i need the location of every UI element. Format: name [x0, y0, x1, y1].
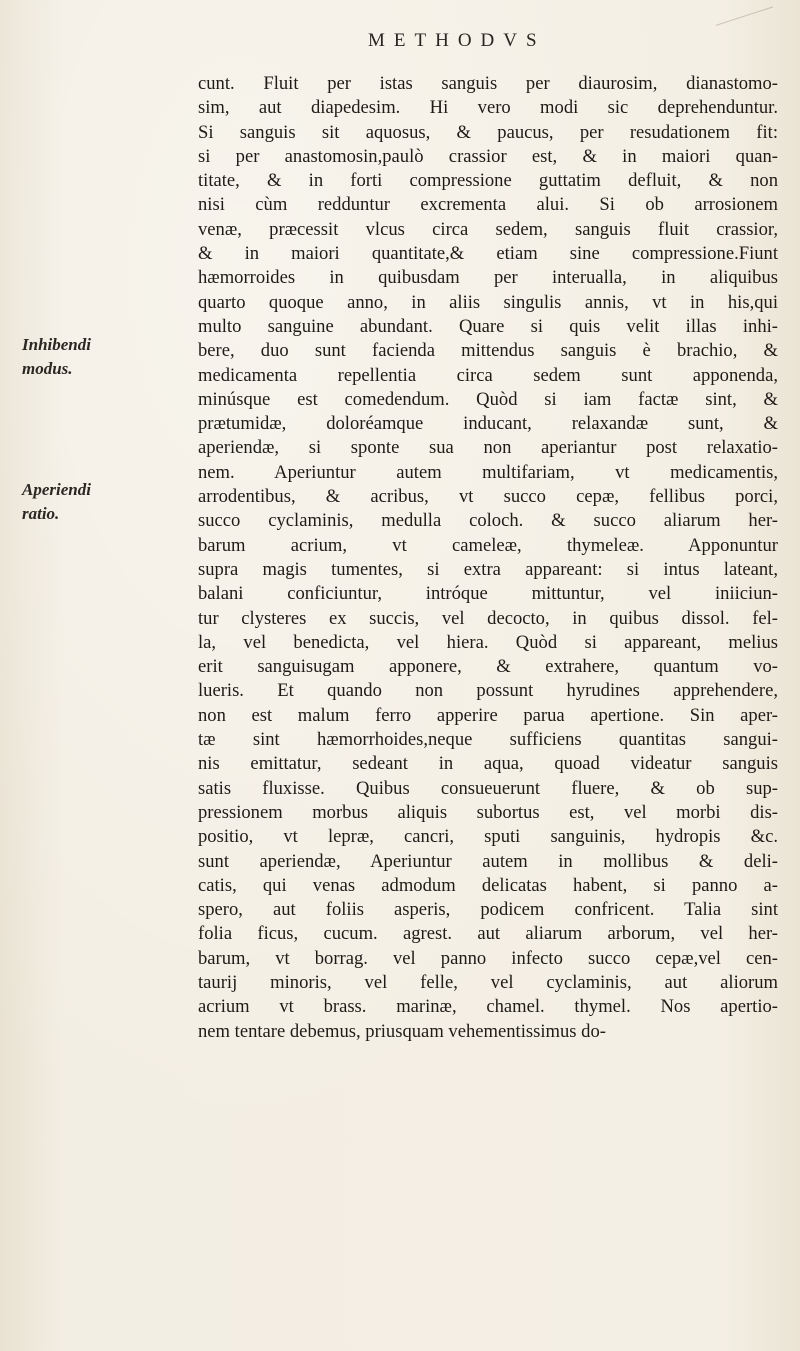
text-line: succo cyclaminis, medulla coloch. & succo aliarum her- [198, 510, 778, 532]
text-line: quarto quoque anno, in aliis singulis annis, vt in his,qui [198, 291, 778, 313]
margin-note-line: Inhibendi [22, 335, 91, 354]
text-line: barum, vt borrag. vel panno infecto succo cepæ,vel cen- [198, 947, 778, 969]
text-line: balani conficiuntur, intróque mittuntur, vel iniiciun- [198, 583, 778, 605]
running-head: METHODVS [368, 30, 546, 51]
text-line: sim, aut diapedesim. Hi vero modi sic deprehenduntur. [198, 97, 778, 119]
text-line: barum acrium, vt cameleæ, thymeleæ. Apponuntur [198, 534, 778, 556]
text-line: aperiendæ, si sponte sua non aperiantur post relaxatio- [198, 437, 778, 459]
text-line: bere, duo sunt facienda mittendus sanguis è brachio, & [198, 340, 778, 362]
text-line: erit sanguisugam apponere, & extrahere, quantum vo- [198, 656, 778, 678]
text-line: cunt. Fluit per istas sanguis per diaurosim, dianastomo- [198, 73, 778, 94]
text-line: acrium vt brass. marinæ, chamel. thymel. Nos apertio- [198, 996, 778, 1018]
text-line: pressionem morbus aliquis subortus est, vel morbi dis- [198, 801, 778, 823]
page-edge-mark [711, 0, 773, 26]
text-line: lueris. Et quando non possunt hyrudines apprehendere, [198, 680, 778, 702]
margin-note-line: modus. [22, 359, 73, 378]
text-line: venæ, præcessit vlcus circa sedem, sanguis fluit crassior, [198, 218, 778, 240]
margin-note-aperiendi [22, 478, 162, 526]
text-line: tæ sint hæmorrhoides,neque sufficiens quantitas sangui- [198, 729, 778, 751]
text-line: nem. Aperiuntur autem multifariam, vt medicamentis, [198, 461, 778, 483]
text-line: Si sanguis sit aquosus, & paucus, per resudationem fit: [198, 121, 778, 143]
text-line: si per anastomosin,paulò crassior est, & in maiori quan- [198, 145, 778, 167]
text-line: non est malum ferro apperire parua apertione. Sin aper- [198, 704, 778, 726]
body-text [198, 72, 778, 1044]
text-line: tur clysteres ex succis, vel decocto, in quibus dissol. fel- [198, 607, 778, 629]
text-line: spero, aut foliis asperis, podicem confricent. Talia sint [198, 899, 778, 921]
margin-note-inhibendi [22, 333, 162, 381]
text-line: nisi cùm redduntur excrementa alui. Si ob arrosionem [198, 194, 778, 216]
text-line: & in maiori quantitate,& etiam sine compressione.Fiunt [198, 243, 778, 265]
text-line: hæmorroides in quibusdam per interualla, in aliquibus [198, 267, 778, 289]
text-line: catis, qui venas admodum delicatas habent, si panno a- [198, 874, 778, 896]
text-line: nis emittatur, sedeant in aqua, quoad videatur sanguis [198, 753, 778, 775]
text-line: medicamenta repellentia circa sedem sunt apponenda, [198, 364, 778, 386]
text-line: positio, vt lepræ, cancri, sputi sanguinis, hydropis &c. [198, 826, 778, 848]
text-line: folia ficus, cucum. agrest. aut aliarum arborum, vel her- [198, 923, 778, 945]
text-line: arrodentibus, & acribus, vt succo cepæ, fellibus porci, [198, 486, 778, 508]
text-line: nem tentare debemus, priusquam vehementissimus do- [198, 1020, 606, 1042]
text-line: prætumidæ, doloréamque inducant, relaxandæ sunt, & [198, 413, 778, 435]
text-line: la, vel benedicta, vel hiera. Quòd si appareant, melius [198, 631, 778, 653]
text-line: titate, & in forti compressione guttatim defluit, & non [198, 170, 778, 192]
text-line: minúsque est comedendum. Quòd si iam factæ sint, & [198, 388, 778, 410]
margin-note-line: ratio. [22, 504, 60, 523]
text-line: taurij minoris, vel felle, vel cyclaminis, aut aliorum [198, 971, 778, 993]
text-line: satis fluxisse. Quibus consueuerunt fluere, & ob sup- [198, 777, 778, 799]
text-line: supra magis tumentes, si extra appareant: si intus lateant, [198, 558, 778, 580]
margin-note-line: Aperiendi [22, 480, 91, 499]
text-line: multo sanguine abundant. Quare si quis velit illas inhi- [198, 315, 778, 337]
text-line: sunt aperiendæ, Aperiuntur autem in mollibus & deli- [198, 850, 778, 872]
